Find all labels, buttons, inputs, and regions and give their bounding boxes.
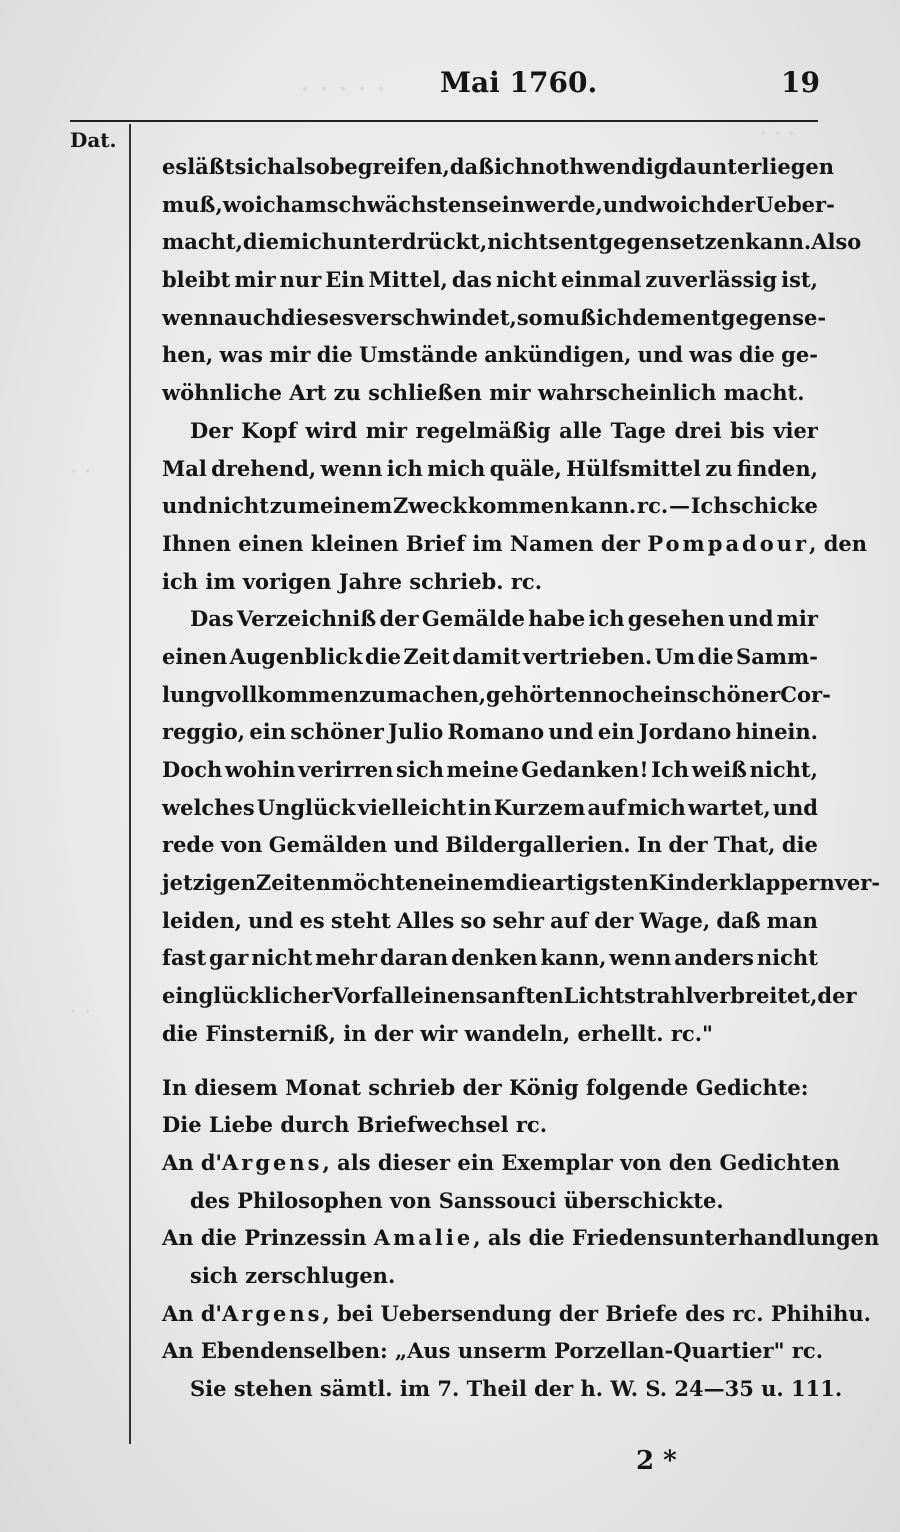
- word: wird: [305, 417, 358, 443]
- word: mich: [427, 455, 486, 481]
- text-line: [162, 751, 818, 789]
- text-segment: An d': [162, 1149, 222, 1175]
- word: wartet,: [687, 794, 771, 820]
- text-line: [162, 299, 827, 337]
- word: vier: [773, 417, 818, 443]
- word: Jordano: [638, 719, 732, 745]
- word: That,: [713, 832, 776, 858]
- word: und: [162, 493, 208, 519]
- word: quäle,: [489, 455, 562, 481]
- text-line: [162, 902, 818, 940]
- word: se-: [792, 304, 827, 330]
- word: ich: [588, 606, 625, 632]
- word: gesehen: [627, 606, 725, 632]
- margin-divider-line: [129, 124, 131, 1444]
- text-line: [162, 1144, 840, 1182]
- word: was: [689, 342, 733, 368]
- word: drei: [674, 417, 722, 443]
- page-number: 19: [781, 66, 820, 99]
- word: macht,: [162, 229, 243, 255]
- text-line: [162, 713, 818, 751]
- word: wenn: [609, 945, 672, 971]
- word: einem: [433, 870, 506, 896]
- word: wo: [222, 191, 255, 217]
- word: Das: [190, 606, 234, 632]
- date-margin-label: Dat.: [70, 128, 117, 152]
- word: Zeit: [403, 643, 450, 669]
- word: das: [451, 267, 492, 293]
- word: die: [364, 643, 401, 669]
- word: machen,: [386, 681, 487, 707]
- word: sein: [476, 191, 525, 217]
- word: noch: [592, 681, 651, 707]
- word: zu: [269, 493, 297, 519]
- text-segment: , bei Uebersendung der Briefe des rc. Phihihu.: [322, 1300, 871, 1326]
- word: der: [668, 832, 708, 858]
- word: steht: [330, 907, 391, 933]
- text-line: [162, 487, 818, 525]
- text-line: [162, 864, 881, 902]
- word: daran: [379, 945, 449, 971]
- bleed-mark: · ·: [70, 1000, 91, 1025]
- word: drehend,: [211, 455, 317, 481]
- spaced-name-pompadour: Pompadour: [647, 530, 810, 556]
- text-line: [162, 336, 818, 374]
- word: einen: [410, 983, 476, 1009]
- word: entgegen: [682, 304, 793, 330]
- word: der: [379, 606, 419, 632]
- text-line: [162, 789, 818, 827]
- word: sich: [234, 154, 283, 179]
- word: läßt: [187, 154, 235, 179]
- word: bis: [730, 417, 765, 443]
- word: ich: [386, 455, 423, 481]
- word: zuverlässig: [645, 267, 778, 293]
- word: Samm-: [736, 643, 818, 669]
- word: also: [282, 154, 330, 179]
- word: ver-: [834, 870, 881, 896]
- word: man: [766, 907, 818, 933]
- word: auch: [223, 304, 281, 330]
- text-line: wöhnliche Art zu schließen mir wahrscheinlich macht.: [162, 380, 805, 406]
- text-line: die Finsterniß, in der wir wandeln, erhellt. rc.": [162, 1020, 713, 1046]
- word: einen: [162, 643, 228, 669]
- word: meine: [446, 757, 519, 782]
- word: zu: [359, 681, 387, 707]
- word: Verzeichniß: [236, 606, 377, 632]
- text-line: [162, 223, 862, 261]
- word: auf: [550, 907, 589, 933]
- word: Julio: [388, 719, 444, 745]
- word: sanften: [475, 983, 564, 1009]
- text-line: sich zerschlugen.: [190, 1262, 396, 1288]
- word: vielleicht: [357, 794, 467, 820]
- word: schicke: [729, 493, 818, 519]
- word: Ich: [651, 757, 690, 782]
- word: In: [636, 832, 663, 858]
- text-segment: An d': [162, 1300, 222, 1326]
- word: Vorfall: [332, 983, 411, 1009]
- signature-mark: 2 *: [636, 1446, 677, 1476]
- date-margin-column: [70, 124, 128, 1444]
- word: verbreitet,: [693, 983, 818, 1009]
- text-line: [162, 600, 818, 638]
- word: dem: [632, 304, 683, 330]
- word: Mittel,: [368, 267, 448, 293]
- word: ich: [596, 304, 633, 330]
- word: es: [299, 907, 325, 933]
- text-line: ich im vorigen Jahre schrieb. rc.: [162, 568, 543, 594]
- word: sehr: [492, 907, 544, 933]
- bleed-mark: · · ·: [760, 122, 795, 147]
- text-segment: , den: [809, 530, 868, 556]
- word: Gemälden: [268, 832, 388, 858]
- word: der: [594, 907, 634, 933]
- text-line: [162, 1295, 871, 1333]
- word: ein: [650, 681, 687, 707]
- text-segment: , als die Friedensunterhandlungen: [473, 1225, 880, 1251]
- text-segment: An die Prinzessin: [162, 1225, 367, 1251]
- word: Unglück: [256, 794, 356, 820]
- word: mir: [269, 342, 311, 368]
- spaced-name-argens: Argens: [222, 1149, 323, 1175]
- word: und: [393, 832, 439, 858]
- word: Gemälde: [421, 606, 526, 632]
- word: nichts: [487, 229, 561, 255]
- word: rede: [162, 832, 215, 858]
- word: ein: [249, 719, 286, 745]
- word: ankündigen,: [484, 342, 632, 368]
- word: Alles: [396, 907, 455, 933]
- word: mir: [776, 606, 818, 632]
- word: Doch: [162, 757, 223, 782]
- word: denken: [451, 945, 538, 971]
- word: ge-: [781, 342, 818, 368]
- word: lung: [162, 681, 216, 707]
- letter-text: [162, 148, 881, 1408]
- word: und: [728, 606, 774, 632]
- word: die: [242, 229, 279, 255]
- word: unterdrückt,: [337, 229, 488, 255]
- bleed-mark: · · · · ·: [300, 72, 386, 107]
- word: Bildergallerien.: [445, 832, 631, 858]
- word: Um: [654, 643, 696, 669]
- word: Augenblick: [229, 643, 363, 669]
- word: Wage,: [639, 907, 711, 933]
- word: mir: [234, 267, 276, 293]
- word: nur: [279, 267, 322, 293]
- word: nicht: [756, 945, 818, 971]
- text-line: [162, 186, 835, 224]
- word: welches: [162, 794, 255, 820]
- word: ist,: [781, 267, 818, 293]
- word: rc.: [637, 493, 669, 519]
- word: schöner: [290, 719, 384, 745]
- word: glücklicher: [198, 983, 333, 1009]
- text-segment: Ihnen einen kleinen Brief im Namen der: [162, 530, 640, 556]
- word: auf: [587, 794, 626, 820]
- word: unterliegen: [696, 154, 835, 179]
- word: verirren: [298, 757, 394, 782]
- word: kann,: [540, 945, 607, 971]
- word: mir: [365, 417, 408, 443]
- word: und: [602, 191, 649, 217]
- header-rule: [70, 120, 818, 122]
- word: ein: [597, 719, 635, 745]
- word: —: [668, 493, 690, 519]
- word: weiß: [691, 757, 747, 782]
- word: so: [460, 907, 487, 933]
- word: mich: [278, 229, 338, 255]
- word: daß: [716, 907, 761, 933]
- word: von: [220, 832, 263, 858]
- text-line: [162, 977, 857, 1015]
- word: der: [716, 191, 756, 217]
- word: hinein.: [735, 719, 818, 745]
- word: Lichtstrahl: [563, 983, 694, 1009]
- spaced-name-argens: Argens: [222, 1300, 323, 1326]
- word: artigsten: [541, 870, 649, 896]
- word: dieses: [280, 304, 354, 330]
- word: gar: [209, 945, 249, 971]
- word: da: [668, 154, 697, 179]
- word: Also: [811, 229, 862, 255]
- word: und: [548, 719, 594, 745]
- word: entgegensetzen: [560, 229, 746, 255]
- word: die: [316, 342, 353, 368]
- word: wo: [648, 191, 681, 217]
- text-line: [162, 450, 818, 488]
- word: der: [817, 983, 857, 1009]
- word: wenn: [162, 304, 224, 330]
- word: Zeiten: [255, 870, 331, 896]
- word: Ueber-: [755, 191, 835, 217]
- text-line: In diesem Monat schrieb der König folgende Gedichte:: [162, 1074, 809, 1100]
- word: und: [772, 794, 818, 820]
- word: was: [219, 342, 263, 368]
- word: begreifen,: [329, 154, 450, 179]
- word: gehörten: [486, 681, 593, 707]
- word: einmal: [560, 267, 642, 293]
- word: verschwindet,: [353, 304, 517, 330]
- word: vertrieben.: [522, 643, 653, 669]
- word: ich: [680, 191, 717, 217]
- word: schwächsten: [326, 191, 477, 217]
- word: die: [505, 870, 542, 896]
- running-head: Mai 1760.: [440, 66, 598, 99]
- word: wenn: [320, 455, 383, 481]
- word: ich: [494, 154, 531, 179]
- word: finden,: [736, 455, 818, 481]
- word: die: [697, 643, 734, 669]
- spaced-name-amalie: Amalie: [373, 1225, 474, 1251]
- word: vollkommen: [215, 681, 359, 707]
- word: daß: [449, 154, 495, 179]
- word: bleibt: [162, 267, 231, 293]
- word: Tage: [610, 417, 666, 443]
- word: und: [637, 342, 683, 368]
- word: Ein: [325, 267, 365, 293]
- word: sich: [396, 757, 444, 782]
- text-line: [162, 676, 831, 714]
- word: so: [516, 304, 543, 330]
- text-line: Die Liebe durch Briefwechsel rc.: [162, 1112, 548, 1138]
- word: Romano: [447, 719, 545, 745]
- word: nicht: [208, 493, 270, 519]
- word: muß: [542, 304, 597, 330]
- bleed-mark: · ·: [70, 460, 91, 485]
- word: Mal: [162, 455, 207, 481]
- word: hen,: [162, 342, 214, 368]
- word: muß,: [162, 191, 223, 217]
- word: kommen: [467, 493, 570, 519]
- text-line: Sie stehen sämtl. im 7. Theil der h. W. S. 24—35 u. 111.: [190, 1376, 843, 1401]
- text-line: [162, 939, 818, 977]
- word: zu: [705, 455, 733, 481]
- word: meinem: [297, 493, 393, 519]
- word: mehr: [315, 945, 378, 971]
- word: Umstände: [358, 342, 478, 368]
- word: mich: [627, 794, 686, 820]
- word: ich: [254, 191, 291, 217]
- text-line: [162, 826, 818, 864]
- word: wohin: [224, 757, 296, 782]
- word: Der: [190, 417, 233, 443]
- word: die: [738, 342, 775, 368]
- word: ein: [162, 983, 199, 1009]
- word: Kopf: [241, 417, 297, 443]
- word: anders: [674, 945, 755, 971]
- page-header: [70, 66, 820, 106]
- word: jetzigen: [162, 870, 256, 896]
- word: Kinderklappern: [648, 870, 835, 896]
- text-line: [162, 412, 818, 450]
- text-line: [162, 148, 835, 186]
- word: nothwendig: [530, 154, 669, 179]
- text-line: [162, 261, 818, 299]
- text-line: An Ebendenselben: „Aus unserm Porzellan-Quartier" rc.: [162, 1338, 824, 1364]
- text-line: des Philosophen von Sanssouci überschickte.: [190, 1187, 724, 1213]
- word: es: [162, 154, 188, 179]
- word: und: [248, 907, 294, 933]
- word: Zweck: [392, 493, 468, 519]
- word: Cor-: [780, 681, 831, 707]
- text-segment: , als dieser ein Exemplar von den Gedichten: [322, 1149, 840, 1175]
- word: die: [781, 832, 818, 858]
- word: nicht: [251, 945, 313, 971]
- word: Kurzem: [493, 794, 586, 820]
- text-line: [162, 525, 868, 563]
- word: kann.: [745, 229, 812, 255]
- word: fast: [162, 945, 207, 971]
- word: Hülfsmittel: [566, 455, 702, 481]
- word: am: [290, 191, 327, 217]
- word: leiden,: [162, 907, 242, 933]
- word: habe: [528, 606, 586, 632]
- word: Ich: [690, 493, 729, 519]
- word: regelmäßig: [415, 417, 551, 443]
- word: alle: [559, 417, 603, 443]
- word: damit: [452, 643, 521, 669]
- word: reggio,: [162, 719, 246, 745]
- text-line: [162, 1219, 880, 1257]
- text-line: [162, 638, 818, 676]
- word: werde,: [524, 191, 603, 217]
- word: kann.: [570, 493, 637, 519]
- word: möchten: [330, 870, 434, 896]
- word: in: [468, 794, 492, 820]
- word: nicht: [495, 267, 557, 293]
- word: nicht,: [749, 757, 818, 782]
- word: schöner: [686, 681, 781, 707]
- word: Gedanken!: [521, 757, 649, 782]
